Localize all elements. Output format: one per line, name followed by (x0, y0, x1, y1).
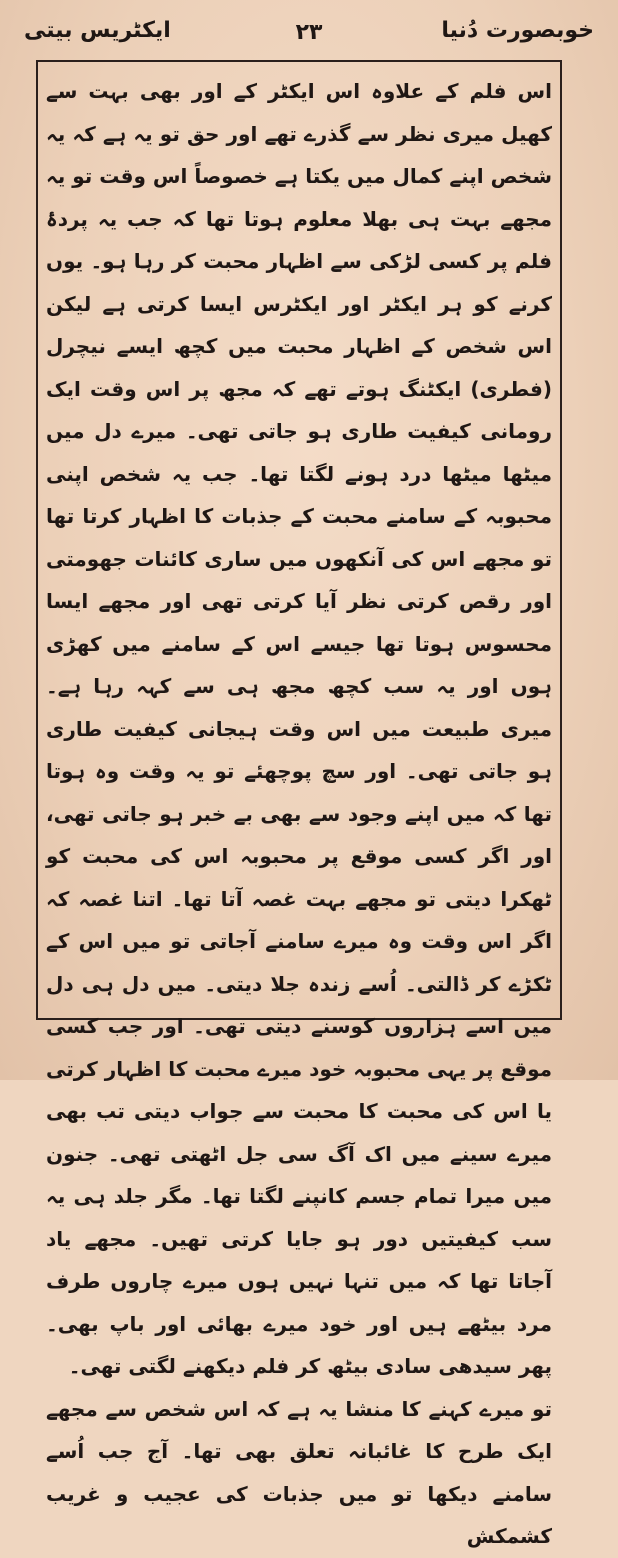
paragraph: اس فلم کے علاوہ اس ایکٹر کے اور بھی بہت سے کھیل میری نظر سے گذرے تھے اور حق تو یہ ہے کہ یہ شخص اپنے کمال میں یکتا ہے خصوصاً اس وقت تو یہ مجھے بہت ہی بھلا معلوم ہوتا تھا کہ جب یہ پردۂ فلم پر کسی لڑکی سے اظہار محبت کر رہا ہو۔ یوں کرنے کو ہر ایکٹر اور ایکٹرس ایسا کرتی ہے لیکن اس شخص کے اظہار محبت میں کچھ ایسے نیچرل (فطری) ایکٹنگ ہوتے تھے کہ مجھ پر اس وقت ایک رومانی کیفیت طاری ہو جاتی تھی۔ میرے دل میں میٹھا میٹھا درد ہونے لگتا تھا۔ جب یہ شخص اپنی محبوبہ کے سامنے محبت کے جذبات کا اظہار کرتا تھا تو مجھے اس کی آنکھوں میں ساری کائنات جھومتی اور رقص کرتی نظر آیا کرتی تھی اور مجھے ایسا محسوس ہوتا تھا جیسے اس کے سامنے میں کھڑی ہوں اور یہ سب کچھ مجھ ہی سے کہہ رہا ہے۔ میری طبیعت میں اس وقت ہیجانی کیفیت طاری ہو جاتی تھی۔ اور سچ پوچھئے تو یہ وقت وہ ہوتا تھا کہ میں اپنے وجود سے بھی بے خبر ہو جاتی تھی، اور اگر کسی موقع پر محبوبہ اس کی محبت کو ٹھکرا دیتی تو مجھے بہت غصہ آتا تھا۔ اتنا غصہ کہ اگر اس وقت وہ میرے سامنے آجاتی تو میں اس کے ٹکڑے کر ڈالتی۔ اُسے زندہ جلا دیتی۔ میں دل ہی دل میں اسے ہزاروں کوسنے دیتی تھی۔ اور جب کسی موقع پر یہی محبوبہ خود میرے محبت کا اظہار کرتی یا اس کی محبت کا محبت سے جواب دیتی تب بھی میرے سینے میں اک آگ سی جل اٹھتی تھی۔ جنون میں میرا تمام جسم کانپنے لگتا تھا۔ مگر جلد ہی یہ سب کیفیتیں دور ہو جایا کرتی تھیں۔ مجھے یاد آجاتا تھا کہ میں تنہا نہیں ہوں میرے چاروں طرف مرد بیٹھے ہیں اور خود میرے بھائی اور باپ بھی۔ پھر سیدھی سادی بیٹھ کر فلم دیکھنے لگتی تھی۔ (46, 79, 552, 1378)
chapter-title: ایکٹریس بیتی (24, 18, 171, 43)
page-header (24, 14, 594, 54)
book-title: خوبصورت دُنیا (441, 18, 594, 43)
body-text (46, 70, 552, 1558)
page-number: ۲۳ (295, 20, 323, 45)
paragraph: تو میرے کہنے کا منشا یہ ہے کہ اس شخص سے مجھے ایک طرح کا غائبانہ تعلق بھی تھا۔ آج جب اُسے سامنے دیکھا تو میں جذبات کی عجیب و غریب کشمکش (46, 1396, 552, 1548)
